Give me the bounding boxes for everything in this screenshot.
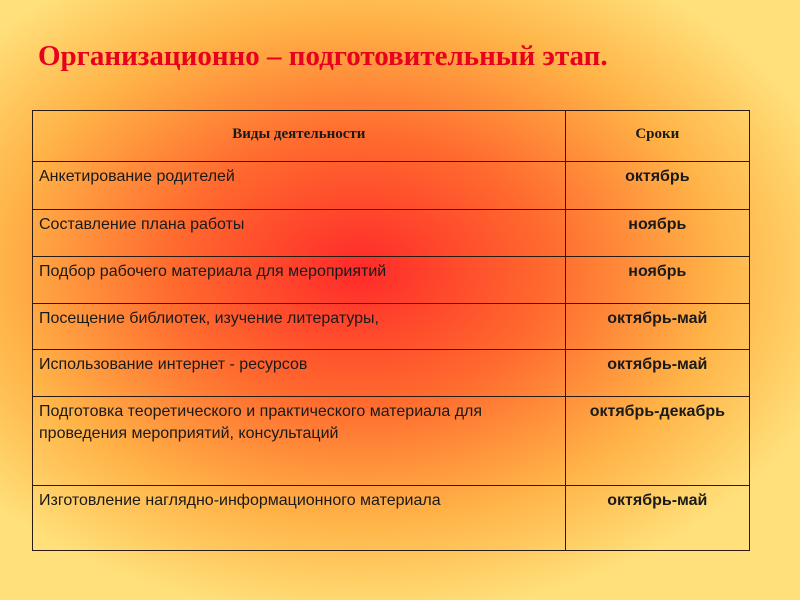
table-row: [33, 397, 750, 486]
term-cell: ноябрь: [565, 257, 749, 304]
slide-title: Организационно – подготовительный этап.: [38, 40, 608, 72]
term-cell: октябрь: [565, 162, 749, 210]
header-activity: Виды деятельности: [33, 111, 566, 162]
table-header-row: [33, 111, 750, 162]
term-cell: октябрь-декабрь: [565, 397, 749, 486]
term-cell: октябрь-май: [565, 304, 749, 350]
term-cell: октябрь-май: [565, 486, 749, 551]
table-row: [33, 210, 750, 257]
schedule-table: [32, 110, 750, 551]
table-row: [33, 304, 750, 350]
header-term: Сроки: [565, 111, 749, 162]
activity-cell: Использование интернет - ресурсов: [33, 350, 566, 397]
activity-cell: Подбор рабочего материала для мероприятий: [33, 257, 566, 304]
term-cell: ноябрь: [565, 210, 749, 257]
activity-cell: Анкетирование родителей: [33, 162, 566, 210]
table-row: [33, 257, 750, 304]
table-row: [33, 486, 750, 551]
activity-cell: Посещение библиотек, изучение литературы,: [33, 304, 566, 350]
activity-cell: Составление плана работы: [33, 210, 566, 257]
term-cell: октябрь-май: [565, 350, 749, 397]
table-row: [33, 162, 750, 210]
activity-cell: Подготовка теоретического и практического материала для проведения мероприятий, консультаций: [33, 397, 566, 486]
table-row: [33, 350, 750, 397]
activity-cell: Изготовление наглядно-информационного материала: [33, 486, 566, 551]
